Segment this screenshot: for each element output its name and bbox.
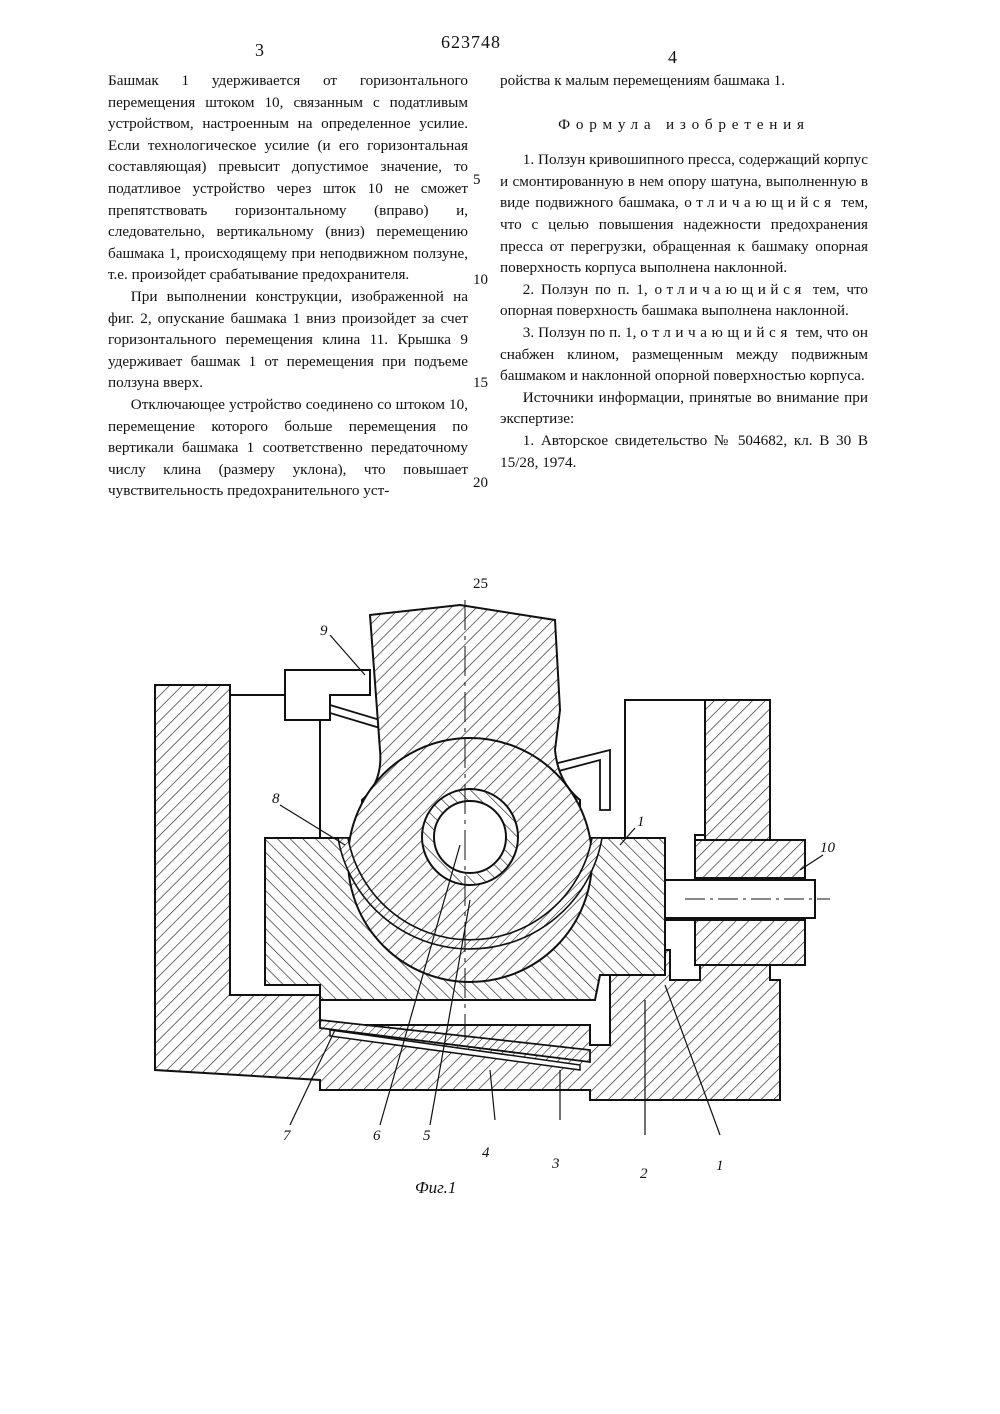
figure-1	[140, 600, 840, 1220]
line-number-20: 20	[473, 475, 488, 491]
figure-label-7: 7	[283, 1128, 291, 1144]
page-number-right: 4	[668, 47, 677, 67]
claim-3-distinguishing: отличающийся	[640, 323, 792, 341]
claim-3	[500, 322, 868, 387]
rod-10-gland-top	[695, 840, 805, 878]
figure-label-5: 5	[423, 1128, 431, 1144]
figure-label-6: 6	[373, 1128, 381, 1144]
figure-label-10: 10	[820, 840, 835, 856]
claim-3-end: тем, что он снабжен клином, размещенным между подвижным башмаком и наклонной опорной поверхностью корпуса.	[500, 323, 868, 385]
right-continuation: ройства к малым перемещениям башмака 1.	[500, 72, 786, 89]
figure-label-8: 8	[272, 791, 280, 807]
left-paragraph-1: Башмак 1 удерживается от горизонтального перемещения штоком 10, связанным с податливым устройством, настроенным на определенное усилие. Если технологическое усилие (и его горизонтальная составляющая) превысит допустимое значение, то податливое устройство через шток 10 не сможет препятствовать горизонтальному (вправо) и, следовательно, вертикальному (вниз) перемещению башмака 1, происходящему при неподвижном ползуне, т.е. произойдет срабатывание предохранителя.	[108, 72, 468, 284]
patent-number: 623748	[441, 32, 501, 52]
claim-1-distinguishing: отличающийся	[684, 194, 836, 212]
claims-heading: Формула изобретения	[558, 115, 810, 133]
left-column	[108, 70, 468, 502]
page-number-left: 3	[255, 40, 264, 60]
line-number-5: 5	[473, 172, 481, 188]
figure-label-4: 4	[482, 1145, 490, 1161]
claim-1	[500, 149, 868, 279]
reference-1: 1. Авторское свидетельство № 504682, кл. В 30 В 15/28, 1974.	[500, 431, 868, 471]
claim-2-start: 2. Ползун по п. 1,	[522, 280, 648, 298]
figure-label-9: 9	[320, 623, 328, 639]
claim-1-end: тем, что с целью повышения надежности предохранения пресса от перегрузки, обращенная к башмаку опорная поверхность корпуса выполнена наклонной.	[500, 194, 868, 277]
claim-2-end: тем, что опорная поверхность башмака выполнена наклонной.	[500, 280, 868, 320]
pin	[434, 801, 506, 873]
slider-cross-section-drawing	[140, 600, 840, 1220]
figure-label-1-bottom: 1	[716, 1158, 724, 1174]
figure-label-2: 2	[640, 1166, 648, 1182]
claim-2-distinguishing: отличающийся	[654, 280, 806, 298]
figure-label-3: 3	[552, 1156, 560, 1172]
claim-1-start: 1. Ползун кривошипного пресса, содержащий корпус и смонтированную в нем опору шатуна, выполненную в виде подвижного башмака,	[500, 151, 868, 212]
left-paragraph-3: Отключающее устройство соединено со штоком 10, перемещение которого больше перемещения по вертикали башмака 1 соответственно передаточному числу клина (размеру уклона), что повышает чувствительность предохранительного уст-	[108, 395, 468, 500]
line-number-15: 15	[473, 375, 488, 391]
claim-3-start: 3. Ползун по п. 1,	[522, 323, 637, 341]
figure-label-1-top: 1	[637, 814, 645, 830]
left-paragraph-2: При выполнении конструкции, изображенной на фиг. 2, опускание башмака 1 вниз произойдет за счет горизонтального перемещения клина 11. Крышка 9 удерживает башмак 1 от перемещения при подъеме ползуна вверх.	[108, 287, 468, 392]
right-column	[500, 70, 868, 473]
claim-2	[500, 279, 868, 322]
line-number-25: 25	[473, 576, 488, 592]
line-number-10: 10	[473, 272, 488, 288]
figure-caption: Фиг.1	[415, 1178, 457, 1197]
sources-intro: Источники информации, принятые во внимание при экспертизе:	[500, 388, 868, 428]
rod-10-gland-bottom	[695, 920, 805, 965]
